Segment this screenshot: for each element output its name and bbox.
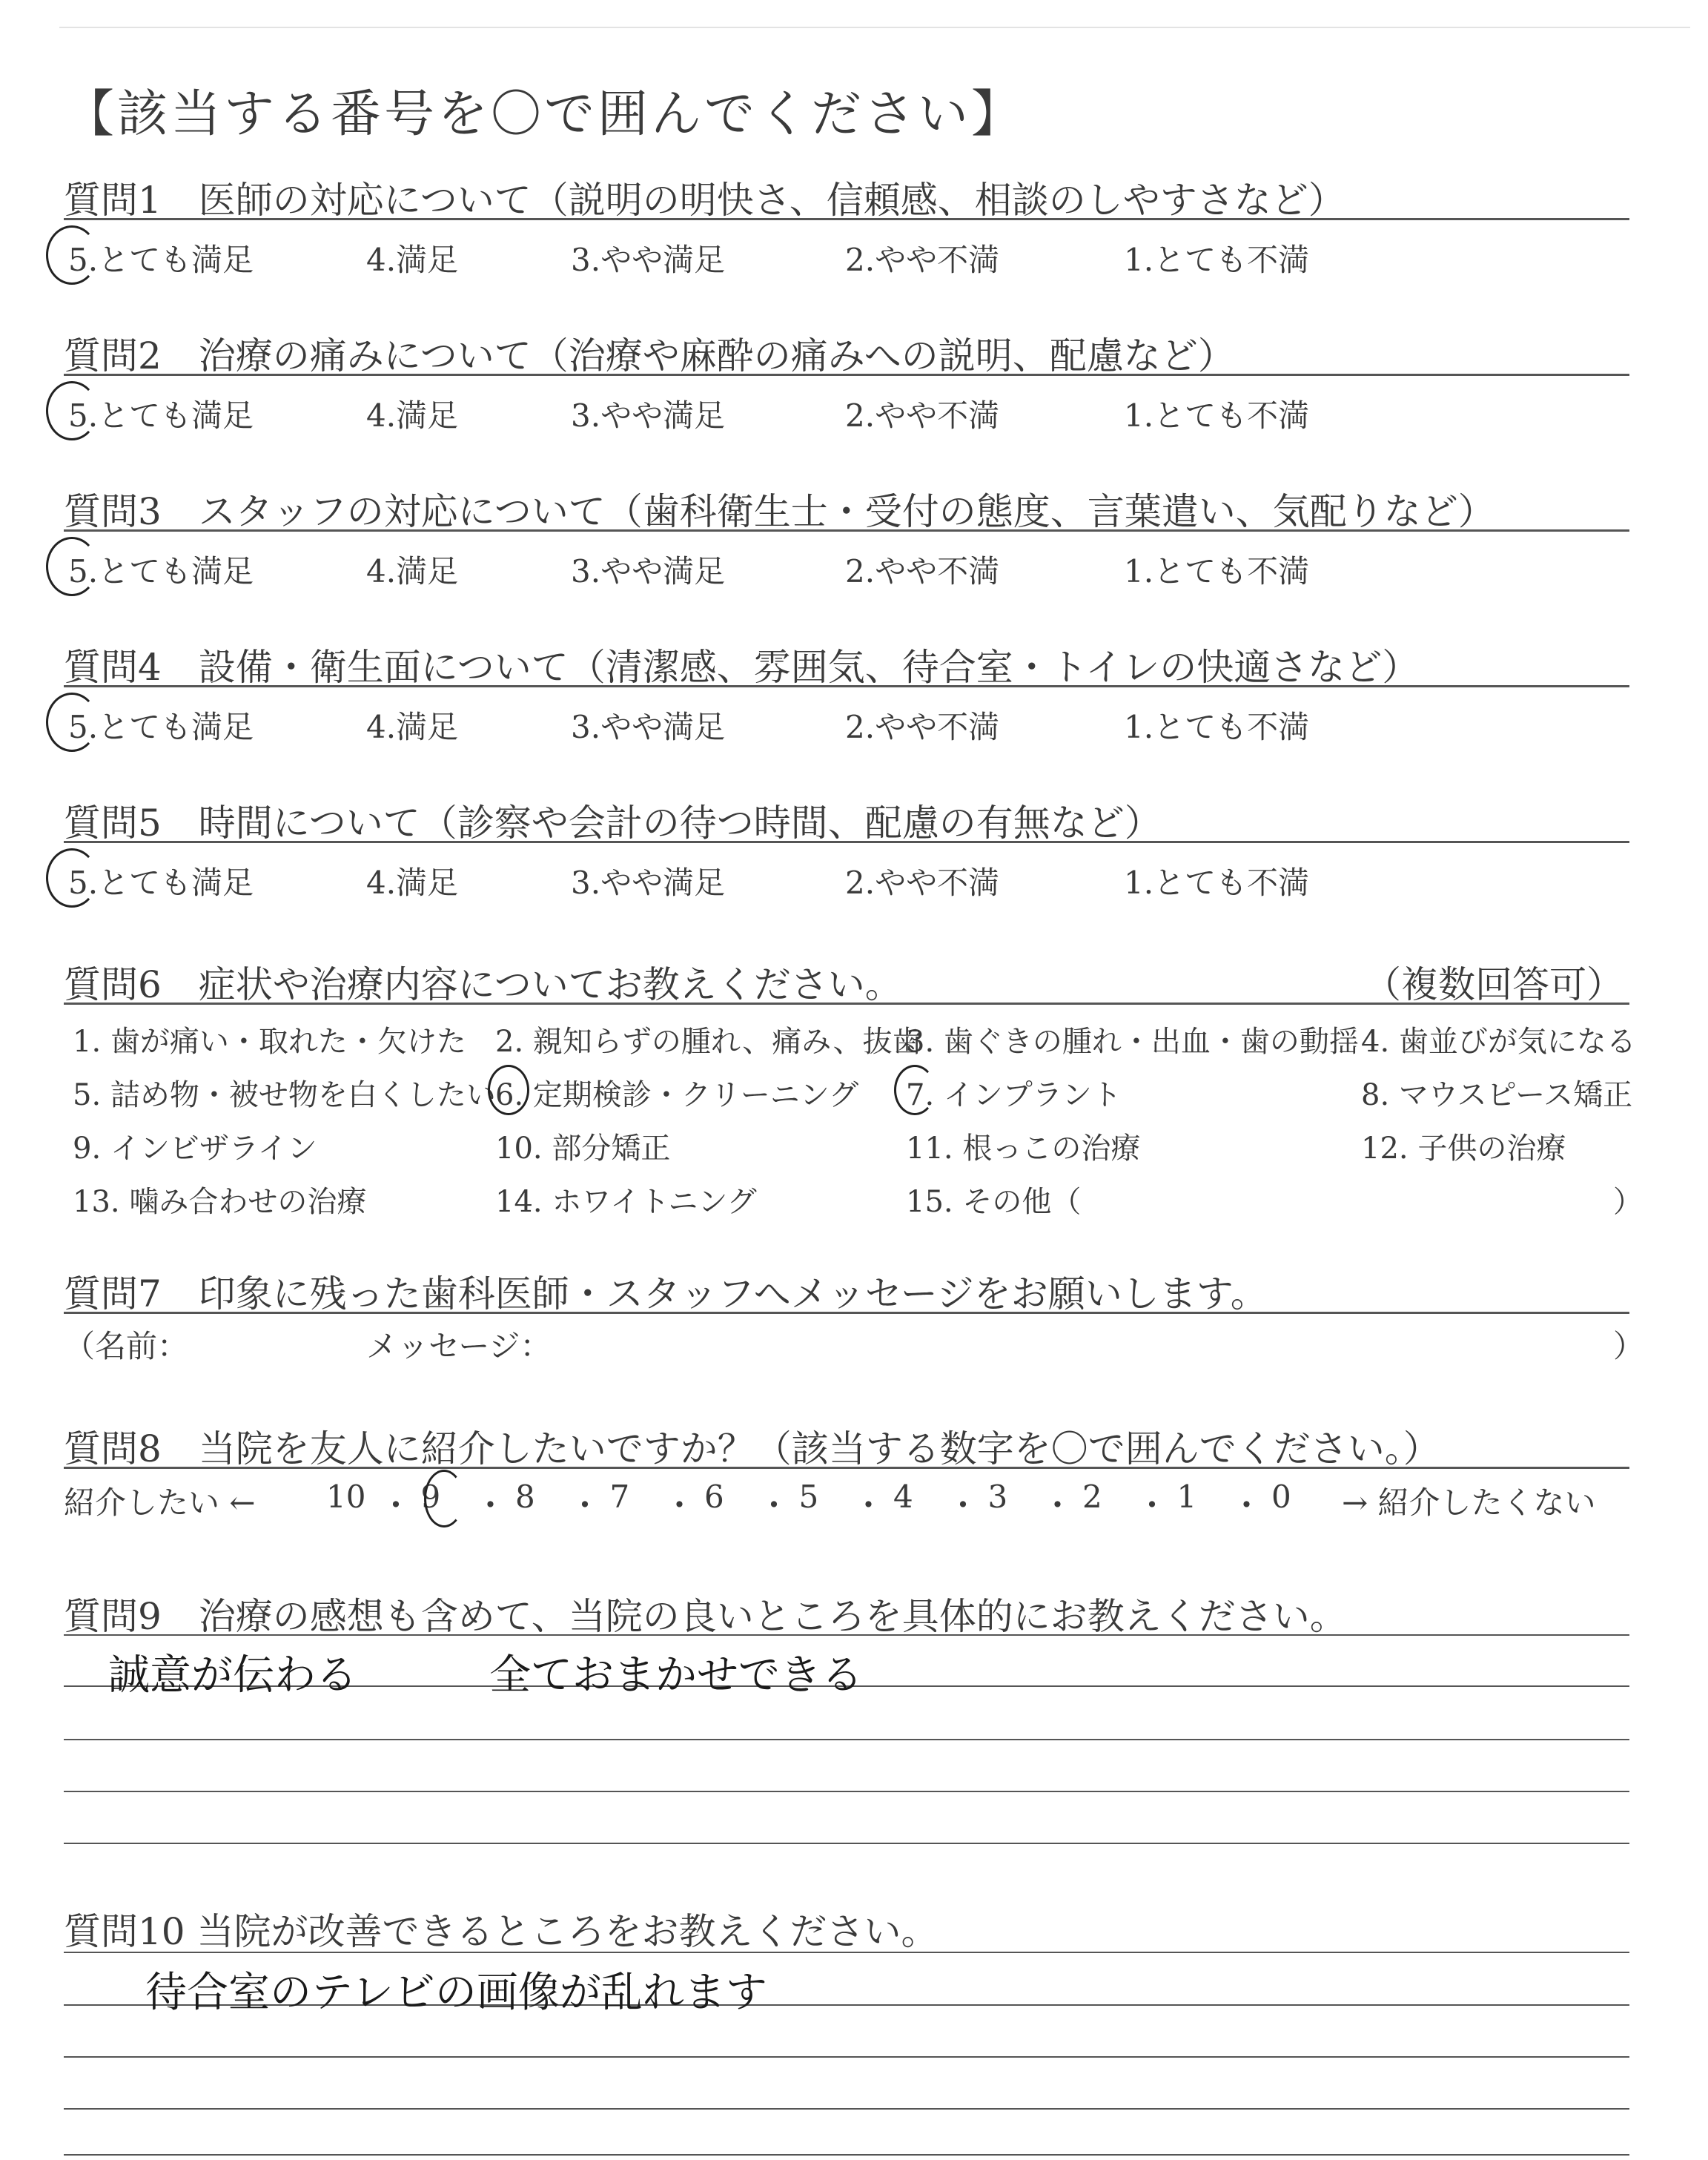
q7-name-label: （名前： bbox=[64, 1328, 189, 1364]
q1-option-5[interactable]: 5.とても満足 bbox=[68, 242, 254, 278]
q6-option-15[interactable]: 15. その他（ bbox=[906, 1185, 1082, 1219]
q5-selected-circle bbox=[46, 848, 98, 908]
q2-selected-circle bbox=[46, 381, 98, 440]
q5-option-4[interactable]: 4.満足 bbox=[366, 865, 459, 901]
q7-close-paren: ） bbox=[1613, 1328, 1645, 1364]
q5-title: 質問5 時間について（診察や会計の待つ時間、配慮の有無など） bbox=[64, 802, 1162, 845]
q2-option-4[interactable]: 4.満足 bbox=[366, 397, 459, 434]
q4-option-1[interactable]: 1.とても不満 bbox=[1124, 709, 1310, 745]
q9-line-4 bbox=[64, 1791, 1629, 1792]
q8-scale-separator: ・ bbox=[1041, 1487, 1074, 1525]
q10-line-1 bbox=[64, 1952, 1629, 1953]
q6-option-11[interactable]: 11. 根っこの治療 bbox=[906, 1132, 1141, 1166]
q9-handwritten-answer-2: 全ておまかせできる bbox=[489, 1651, 863, 1700]
q10-line-5 bbox=[64, 2154, 1629, 2156]
q8-scale-separator: ・ bbox=[1136, 1487, 1168, 1525]
q6-option-5[interactable]: 5. 詰め物・被せ物を白くしたい bbox=[73, 1078, 496, 1112]
q8-scale-1[interactable]: 1 bbox=[1176, 1479, 1197, 1515]
q8-scale-separator: ・ bbox=[474, 1487, 507, 1525]
q8-scale-5[interactable]: 5 bbox=[798, 1479, 819, 1515]
q8-scale-10[interactable]: 10 bbox=[326, 1479, 366, 1515]
q6-option-6[interactable]: 6. 定期検診・クリーニング bbox=[495, 1078, 859, 1112]
q10-title: 質問10 当院が改善できるところをお教えください。 bbox=[64, 1910, 939, 1953]
q6-option-14[interactable]: 14. ホワイトニング bbox=[495, 1185, 757, 1219]
q8-right-label: → 紹介したくない bbox=[1342, 1484, 1596, 1521]
q8-scale-6[interactable]: 6 bbox=[704, 1479, 724, 1515]
q6-option-4[interactable]: 4. 歯並びが気になる bbox=[1361, 1025, 1636, 1059]
q1-selected-circle bbox=[46, 225, 98, 285]
q3-title: 質問3 スタッフの対応について（歯科衛生士・受付の態度、言葉遣い、気配りなど） bbox=[64, 490, 1495, 533]
q3-option-4[interactable]: 4.満足 bbox=[366, 553, 459, 589]
q9-line-1 bbox=[64, 1634, 1629, 1636]
q3-option-3[interactable]: 3.やや満足 bbox=[571, 553, 726, 589]
q2-rule bbox=[64, 374, 1629, 376]
q2-option-5[interactable]: 5.とても満足 bbox=[68, 397, 254, 434]
q1-title: 質問1 医師の対応について（説明の明快さ、信頼感、相談のしやすさなど） bbox=[64, 179, 1345, 222]
q4-option-5[interactable]: 5.とても満足 bbox=[68, 709, 254, 745]
q2-option-2[interactable]: 2.やや不満 bbox=[845, 397, 1000, 434]
q8-scale-separator: ・ bbox=[380, 1487, 412, 1525]
q10-line-4 bbox=[64, 2108, 1629, 2110]
q1-option-3[interactable]: 3.やや満足 bbox=[571, 242, 726, 278]
q8-scale-separator: ・ bbox=[947, 1487, 979, 1525]
q9-line-5 bbox=[64, 1843, 1629, 1844]
q4-title: 質問4 設備・衛生面について（清潔感、雰囲気、待合室・トイレの快適さなど） bbox=[64, 646, 1420, 689]
q4-option-2[interactable]: 2.やや不満 bbox=[845, 709, 1000, 745]
q9-title: 質問9 治療の感想も含めて、当院の良いところを具体的にお教えください。 bbox=[64, 1595, 1347, 1638]
q8-scale-3[interactable]: 3 bbox=[987, 1479, 1008, 1515]
q8-scale-0[interactable]: 0 bbox=[1271, 1479, 1291, 1515]
q1-rule bbox=[64, 218, 1629, 220]
q4-option-3[interactable]: 3.やや満足 bbox=[571, 709, 726, 745]
q8-scale-9[interactable]: 9 bbox=[420, 1479, 441, 1515]
q3-option-2[interactable]: 2.やや不満 bbox=[845, 553, 1000, 589]
q7-rule bbox=[64, 1312, 1629, 1314]
q6-option-7[interactable]: 7. インプラント bbox=[906, 1078, 1122, 1112]
q4-selected-circle bbox=[46, 693, 98, 752]
q8-scale-separator: ・ bbox=[758, 1487, 790, 1525]
q8-scale-separator: ・ bbox=[569, 1487, 601, 1525]
q6-option-13[interactable]: 13. 噛み合わせの治療 bbox=[73, 1185, 367, 1219]
q1-option-2[interactable]: 2.やや不満 bbox=[845, 242, 1000, 278]
q6-title: 質問6 症状や治療内容についてお教えください。 bbox=[64, 963, 902, 1006]
q9-line-3 bbox=[64, 1739, 1629, 1740]
q6-option-8[interactable]: 8. マウスピース矯正 bbox=[1361, 1078, 1633, 1112]
q8-scale-2[interactable]: 2 bbox=[1082, 1479, 1102, 1515]
q6-selected-6-circle bbox=[488, 1065, 529, 1115]
q10-line-3 bbox=[64, 2056, 1629, 2058]
q8-scale-8[interactable]: 8 bbox=[515, 1479, 535, 1515]
top-edge-line bbox=[59, 27, 1690, 28]
q8-selected-circle bbox=[424, 1470, 464, 1527]
q6-note: （複数回答可） bbox=[1364, 963, 1623, 1006]
q8-rule bbox=[64, 1467, 1629, 1469]
q7-message-label: メッセージ： bbox=[366, 1328, 552, 1364]
q5-option-2[interactable]: 2.やや不満 bbox=[845, 865, 1000, 901]
q4-option-4[interactable]: 4.満足 bbox=[366, 709, 459, 745]
q6-option-12[interactable]: 12. 子供の治療 bbox=[1361, 1132, 1566, 1166]
q6-option-3[interactable]: 3. 歯ぐきの腫れ・出血・歯の動揺 bbox=[906, 1025, 1359, 1059]
q2-title: 質問2 治療の痛みについて（治療や麻酔の痛みへの説明、配慮など） bbox=[64, 334, 1235, 377]
q6-selected-7-circle bbox=[894, 1065, 936, 1115]
q2-option-1[interactable]: 1.とても不満 bbox=[1124, 397, 1310, 434]
q8-scale-separator: ・ bbox=[663, 1487, 696, 1525]
q6-option-1[interactable]: 1. 歯が痛い・取れた・欠けた bbox=[73, 1025, 466, 1059]
q8-scale-4[interactable]: 4 bbox=[893, 1479, 913, 1515]
q5-option-3[interactable]: 3.やや満足 bbox=[571, 865, 726, 901]
q1-option-1[interactable]: 1.とても不満 bbox=[1124, 242, 1310, 278]
q8-title: 質問8 当院を友人に紹介したいですか？（該当する数字を〇で囲んでください。） bbox=[64, 1427, 1440, 1470]
q7-title: 質問7 印象に残った歯科医師・スタッフへメッセージをお願いします。 bbox=[64, 1272, 1268, 1315]
q9-handwritten-answer-1: 誠意が伝わる bbox=[108, 1651, 357, 1700]
q3-rule bbox=[64, 529, 1629, 532]
q6-rule bbox=[64, 1003, 1629, 1005]
q1-option-4[interactable]: 4.満足 bbox=[366, 242, 459, 278]
q8-scale-separator: ・ bbox=[852, 1487, 885, 1525]
q10-handwritten-answer: 待合室のテレビの画像が乱れます bbox=[145, 1969, 767, 2017]
q4-rule bbox=[64, 685, 1629, 687]
q5-option-1[interactable]: 1.とても不満 bbox=[1124, 865, 1310, 901]
q3-selected-circle bbox=[46, 537, 98, 596]
q5-option-5[interactable]: 5.とても満足 bbox=[68, 865, 254, 901]
form-title: 【該当する番号を〇で囲んでください】 bbox=[64, 85, 1025, 144]
q6-other-close: ） bbox=[1613, 1185, 1643, 1219]
q3-option-5[interactable]: 5.とても満足 bbox=[68, 553, 254, 589]
q8-scale-separator: ・ bbox=[1230, 1487, 1263, 1525]
q3-option-1[interactable]: 1.とても不満 bbox=[1124, 553, 1310, 589]
q6-option-2[interactable]: 2. 親知らずの腫れ、痛み、抜歯 bbox=[495, 1025, 922, 1059]
q8-left-label: 紹介したい ← bbox=[64, 1484, 256, 1521]
q6-option-9[interactable]: 9. インビザライン bbox=[73, 1132, 317, 1166]
q5-rule bbox=[64, 841, 1629, 843]
q6-option-10[interactable]: 10. 部分矯正 bbox=[495, 1132, 671, 1166]
q2-option-3[interactable]: 3.やや満足 bbox=[571, 397, 726, 434]
q8-scale-7[interactable]: 7 bbox=[609, 1479, 630, 1515]
